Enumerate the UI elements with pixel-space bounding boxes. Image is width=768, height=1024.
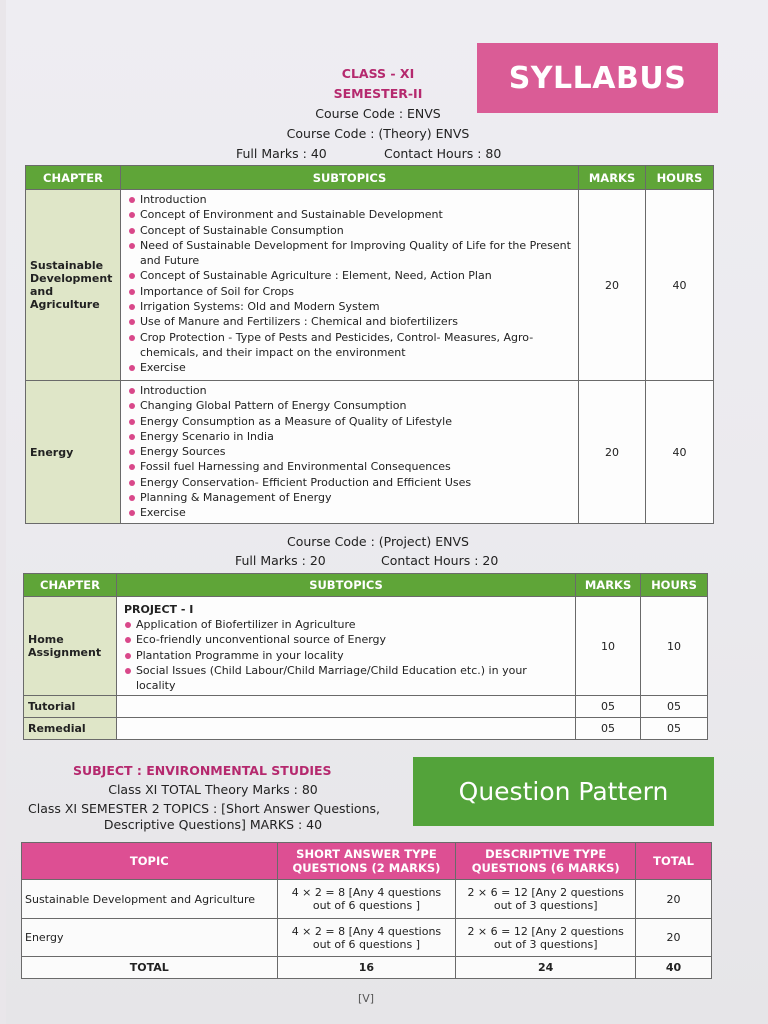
list-item: Concept of Sustainable Agriculture : Element, Need, Action Plan	[128, 268, 572, 283]
pattern-header-desc-2: QUESTIONS (6 MARKS)	[471, 861, 620, 875]
total-cell: 20	[636, 919, 712, 957]
list-item: Application of Biofertilizer in Agriculture	[124, 617, 569, 632]
table-row	[24, 696, 708, 718]
hours-cell: 05	[641, 718, 708, 740]
project-title: PROJECT - I	[123, 603, 194, 616]
page	[6, 0, 768, 1024]
desc-total-cell: 24	[456, 957, 636, 979]
course-code: Course Code : ENVS	[315, 106, 441, 121]
short-answer-line-1: 4 × 2 = 8 [Any 4 questions	[291, 886, 442, 899]
pattern-line-2: Class XI SEMESTER 2 TOPICS : [Short Answer Questions,	[28, 801, 380, 816]
pattern-line-1: Class XI TOTAL Theory Marks : 80	[108, 782, 318, 797]
list-item: Energy Sources	[128, 444, 572, 459]
list-item: Energy Consumption as a Measure of Quality of Lifestyle	[128, 414, 572, 429]
grand-total-cell: 40	[636, 957, 712, 979]
list-item: Exercise	[128, 505, 572, 520]
pattern-header-topic: TOPIC	[22, 843, 278, 880]
subtopic-list	[128, 383, 572, 521]
class-label: CLASS - XI	[341, 66, 415, 81]
marks-cell: 05	[576, 696, 641, 718]
list-item: Energy Conservation- Efficient Production and Efficient Uses	[128, 475, 572, 490]
table-row	[22, 919, 712, 957]
pattern-line-3: Descriptive Questions] MARKS : 40	[103, 817, 323, 832]
hours-cell: 05	[641, 696, 708, 718]
theory-header-chapter: CHAPTER	[26, 166, 121, 190]
list-item: Exercise	[128, 360, 572, 375]
project-course-code: Course Code : (Project) ENVS	[286, 534, 469, 549]
pattern-header-desc-1: DESCRIPTIVE TYPE	[485, 847, 607, 861]
list-item: Eco-friendly unconventional source of Energy	[124, 632, 569, 647]
marks-cell: 20	[579, 190, 646, 381]
list-item: Need of Sustainable Development for Improving Quality of Life for the Present and Future	[128, 238, 572, 269]
table-row	[26, 381, 714, 524]
question-pattern-table	[21, 842, 712, 979]
list-item: Irrigation Systems: Old and Modern System	[128, 299, 572, 314]
theory-header-hours: HOURS	[646, 166, 714, 190]
total-label-cell: TOTAL	[22, 957, 278, 979]
subject-title: SUBJECT : ENVIRONMENTAL STUDIES	[73, 763, 332, 778]
chapter-cell: Sustainable Development and Agriculture	[26, 190, 121, 381]
short-answer-line-2: out of 6 questions ]	[312, 899, 420, 912]
course-code-theory: Course Code : (Theory) ENVS	[286, 126, 470, 141]
chapter-cell: Remedial	[24, 718, 117, 740]
marks-cell: 10	[576, 597, 641, 696]
table-row	[22, 880, 712, 919]
project-header-chapter: CHAPTER	[24, 574, 117, 597]
list-item: Social Issues (Child Labour/Child Marriage/Child Education etc.) in your locality	[124, 663, 569, 694]
theory-header-marks: MARKS	[579, 166, 646, 190]
table-row	[24, 718, 708, 740]
table-row	[26, 190, 714, 381]
list-item: Introduction	[128, 192, 572, 207]
descriptive-line-1: 2 × 6 = 12 [Any 2 questions	[467, 886, 624, 899]
topic-cell: Sustainable Development and Agriculture	[22, 880, 278, 919]
contact-hours: Contact Hours : 80	[384, 146, 502, 161]
marks-cell: 05	[576, 718, 641, 740]
pattern-header-total: TOTAL	[636, 843, 712, 880]
full-marks: Full Marks : 40	[236, 146, 327, 161]
descriptive-line-1: 2 × 6 = 12 [Any 2 questions	[467, 924, 624, 938]
chapter-cell: Energy	[26, 381, 121, 524]
table-row	[24, 597, 708, 696]
marks-cell: 20	[579, 381, 646, 524]
page-number: [V]	[357, 992, 375, 1005]
syllabus-badge: SYLLABUS	[477, 43, 718, 113]
list-item: Energy Scenario in India	[128, 429, 572, 444]
chapter-cell: Tutorial	[24, 696, 117, 718]
short-answer-line-1: 4 × 2 = 8 [Any 4 questions	[291, 924, 442, 938]
list-item: Use of Manure and Fertilizers : Chemical and biofertilizers	[128, 314, 572, 329]
project-full-marks: Full Marks : 20	[235, 553, 326, 568]
total-cell: 20	[636, 880, 712, 919]
project-header-marks: MARKS	[576, 574, 641, 597]
subtopic-list	[128, 192, 572, 376]
list-item: Concept of Sustainable Consumption	[128, 223, 572, 238]
list-item: Plantation Programme in your locality	[124, 648, 569, 663]
list-item: Fossil fuel Harnessing and Environmental Consequences	[128, 459, 572, 474]
list-item: Changing Global Pattern of Energy Consumption	[128, 398, 572, 413]
subtopic-list	[124, 617, 569, 693]
project-header-hours: HOURS	[641, 574, 708, 597]
list-item: Planning & Management of Energy	[128, 490, 572, 505]
semester-label: SEMESTER-II	[333, 86, 423, 101]
list-item: Concept of Environment and Sustainable Development	[128, 207, 572, 222]
theory-header-subtopics: SUBTOPICS	[120, 166, 578, 190]
list-item: Introduction	[128, 383, 572, 398]
topic-cell: Energy	[22, 919, 278, 957]
short-total-cell: 16	[277, 957, 456, 979]
list-item: Importance of Soil for Crops	[128, 284, 572, 299]
hours-cell: 40	[646, 381, 714, 524]
theory-table	[25, 165, 714, 524]
pattern-header-short-2: QUESTIONS (2 MARKS)	[292, 861, 441, 875]
project-table	[23, 573, 708, 740]
hours-cell: 10	[641, 597, 708, 696]
list-item: Crop Protection - Type of Pests and Pesticides, Control- Measures, Agro-chemicals, and their impact on the environment	[128, 330, 572, 361]
chapter-cell: Home Assignment	[24, 597, 117, 696]
descriptive-line-2: out of 3 questions]	[493, 899, 598, 912]
table-row	[22, 957, 712, 979]
question-pattern-badge: Question Pattern	[413, 757, 714, 826]
hours-cell: 40	[646, 190, 714, 381]
project-contact-hours: Contact Hours : 20	[381, 553, 499, 568]
pattern-header-short-1: SHORT ANSWER TYPE	[296, 847, 437, 861]
descriptive-line-2: out of 3 questions]	[493, 937, 598, 951]
project-header-subtopics: SUBTOPICS	[116, 574, 575, 597]
short-answer-line-2: out of 6 questions ]	[312, 937, 420, 951]
